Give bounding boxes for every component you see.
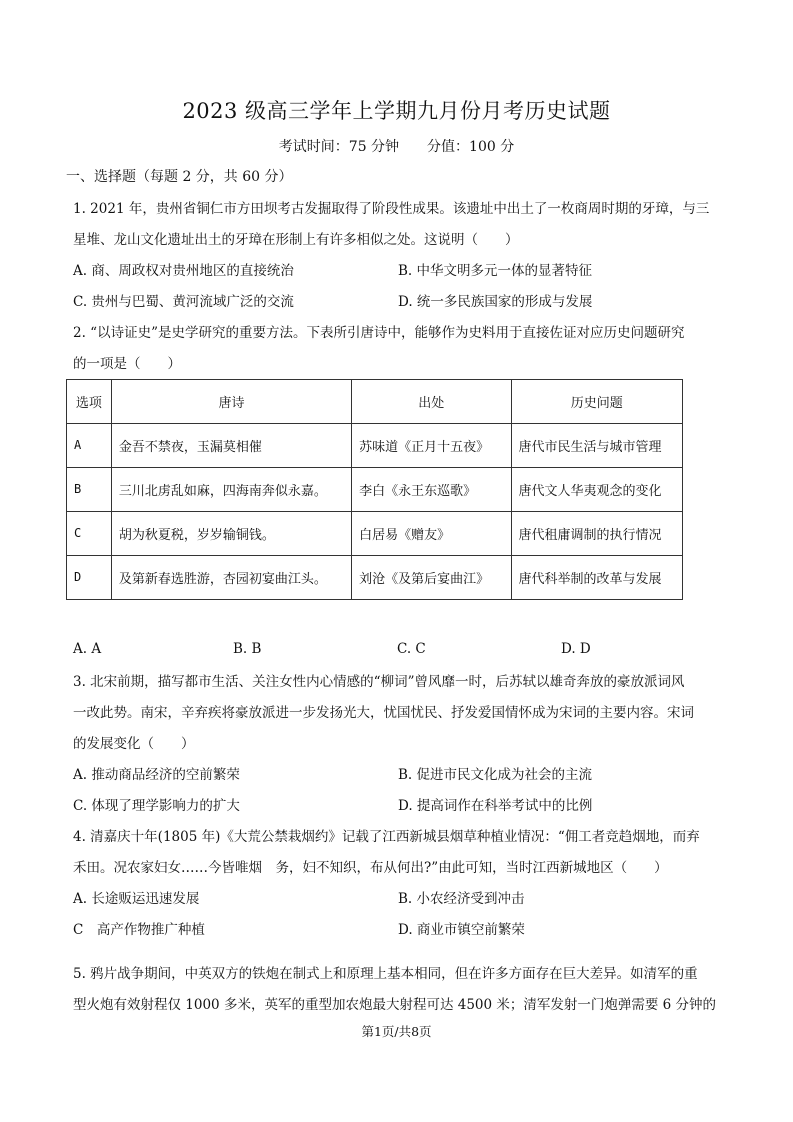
exam-score: 分值：100 分 bbox=[427, 139, 515, 155]
section-heading: 一、选择题（每题 2 分，共 60 分） bbox=[66, 169, 293, 185]
q4-option-a: A. 长途贩运迅速发展 bbox=[73, 891, 200, 907]
page-number: 第1页/共8页 bbox=[361, 1024, 432, 1039]
q2-table bbox=[66, 379, 683, 600]
q1-stem-line2: 星堆、龙山文化遗址出土的牙璋在形制上有许多相似之处。这说明（ ） bbox=[73, 232, 519, 248]
table-cell-source: 刘沧《及第后宴曲江》 bbox=[352, 556, 511, 600]
table-cell-poem: 金吾不禁夜，玉漏莫相催 bbox=[111, 424, 351, 468]
table-cell-issue: 唐代租庸调制的执行情况 bbox=[511, 512, 682, 556]
q4-option-c: C 高产作物推广种植 bbox=[73, 922, 205, 938]
table-cell-issue: 唐代市民生活与城市管理 bbox=[511, 424, 682, 468]
q3-option-b: B. 促进市民文化成为社会的主流 bbox=[398, 767, 593, 783]
q2-stem-line1: 2. “以诗证史”是史学研究的重要方法。下表所引唐诗中，能够作为史料用于直接佐证对应历史问题研究 bbox=[73, 325, 685, 341]
table-cell-source: 白居易《赠友》 bbox=[352, 512, 511, 556]
q4-stem-line1: 4. 清嘉庆十年(1805 年)《大荒公禁栽烟约》记载了江西新城县烟草种植业情况：“佣工者竞趋烟地，而弃 bbox=[73, 829, 700, 845]
table-cell-option: B bbox=[74, 482, 82, 496]
table-row bbox=[67, 468, 683, 512]
q1-option-a: A. 商、周政权对贵州地区的直接统治 bbox=[73, 263, 294, 279]
q4-option-d: D. 商业市镇空前繁荣 bbox=[398, 922, 525, 938]
q2-option-b: B. B bbox=[233, 641, 262, 657]
table-header-row bbox=[67, 380, 683, 424]
table-header-poem: 唐诗 bbox=[111, 380, 351, 424]
q1-option-c: C. 贵州与巴蜀、黄河流域广泛的交流 bbox=[73, 294, 294, 310]
table-row bbox=[67, 512, 683, 556]
q3-stem-line2: 一改此势。南宋，辛弃疾将豪放派进一步发扬光大，忧国忧民、抒发爱国情怀成为宋词的主要内容。宋词 bbox=[73, 705, 694, 721]
table-cell-poem: 胡为秋夏税，岁岁输铜钱。 bbox=[111, 512, 351, 556]
q2-option-c: C. C bbox=[397, 641, 426, 657]
q2-stem-line2: 的一项是（ ） bbox=[73, 356, 181, 372]
q3-stem-line1: 3. 北宋前期，描写都市生活、关注女性内心情感的“柳词”曾风靡一时，后苏轼以雄奇奔放的豪放派词风 bbox=[73, 674, 685, 690]
q1-option-d: D. 统一多民族国家的形成与发展 bbox=[398, 294, 593, 310]
exam-time: 考试时间：75 分钟 bbox=[278, 139, 400, 155]
table-cell-option: D bbox=[74, 570, 82, 584]
table-cell-source: 苏味道《正月十五夜》 bbox=[352, 424, 511, 468]
exam-info bbox=[0, 136, 793, 156]
q3-option-d: D. 提高词作在科举考试中的比例 bbox=[398, 798, 593, 814]
q2-option-d: D. D bbox=[561, 641, 591, 657]
q3-option-c: C. 体现了理学影响力的扩大 bbox=[73, 798, 240, 814]
table-cell-source: 李白《永王东巡歌》 bbox=[352, 468, 511, 512]
q4-option-b: B. 小农经济受到冲击 bbox=[398, 891, 525, 907]
table-cell-issue: 唐代科举制的改革与发展 bbox=[511, 556, 682, 600]
table-cell-option: A bbox=[74, 438, 82, 452]
q3-stem-line3: 的发展变化（ ） bbox=[73, 736, 195, 752]
q1-stem-line1: 1. 2021 年，贵州省铜仁市方田坝考古发掘取得了阶段性成果。该遗址中出土了一枚商周时期的牙璋，与三 bbox=[73, 201, 710, 217]
table-header-option: 选项 bbox=[67, 380, 112, 424]
table-cell-issue: 唐代文人华夷观念的变化 bbox=[511, 468, 682, 512]
q5-stem-line1: 5. 鸦片战争期间，中英双方的铁炮在制式上和原理上基本相同，但在许多方面存在巨大差异。如清军的重 bbox=[73, 966, 698, 982]
table-header-issue: 历史问题 bbox=[511, 380, 682, 424]
q3-option-a: A. 推动商品经济的空前繁荣 bbox=[73, 767, 240, 783]
q5-stem-line2: 型火炮有效射程仅 1000 多米，英军的重型加农炮最大射程可达 4500 米；清军发射一门炮弹需要 6 分钟的 bbox=[73, 997, 717, 1013]
q1-option-b: B. 中华文明多元一体的显著特征 bbox=[398, 263, 593, 279]
table-cell-option: C bbox=[74, 526, 82, 540]
table-header-source: 出处 bbox=[352, 380, 511, 424]
q4-stem-line2: 禾田。况农家妇女……今皆唯烟 务，妇不知织，布从何出?”由此可知，当时江西新城地区（ ） bbox=[73, 860, 668, 876]
table-cell-poem: 三川北虏乱如麻，四海南奔似永嘉。 bbox=[111, 468, 351, 512]
q2-option-a: A. A bbox=[73, 641, 102, 657]
table-row bbox=[67, 424, 683, 468]
table-row bbox=[67, 556, 683, 600]
table-cell-poem: 及第新春选胜游，杏园初宴曲江头。 bbox=[111, 556, 351, 600]
exam-title: 2023 级高三学年上学期九月份月考历史试题 bbox=[182, 99, 611, 123]
